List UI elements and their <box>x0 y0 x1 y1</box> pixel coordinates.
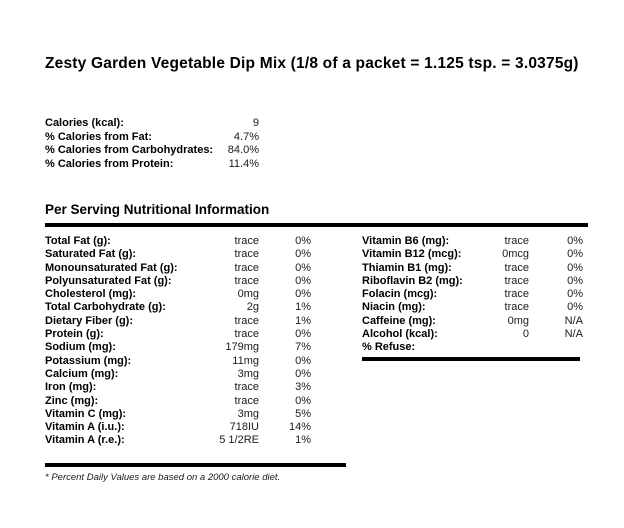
nutrient-value: trace <box>234 328 259 341</box>
nutrient-pct: 7% <box>295 341 311 354</box>
nutrient-value: trace <box>234 261 259 274</box>
nutrient-pct: N/A <box>564 314 583 327</box>
nutrient-row <box>45 434 311 447</box>
footnote: * Percent Daily Values are based on a 2000 calorie diet. <box>45 472 281 483</box>
nutrient-row <box>45 262 311 275</box>
nutrient-label: Protein (g): <box>45 328 104 341</box>
nutrient-pct: 0% <box>295 394 311 407</box>
nutrient-value: trace <box>234 381 259 394</box>
nutrient-row <box>45 315 311 328</box>
nutrient-label: Cholesterol (mg): <box>45 288 137 301</box>
nutrient-label: Vitamin B12 (mcg): <box>362 248 462 261</box>
nutrient-pct: 1% <box>295 301 311 314</box>
nutrient-pct: 0% <box>295 261 311 274</box>
summary-value: 11.4% <box>228 157 259 170</box>
nutrient-value: trace <box>504 274 529 287</box>
nutrient-value: trace <box>234 314 259 327</box>
nutrient-row <box>45 341 311 354</box>
nutrient-row <box>45 248 311 261</box>
nutrient-row <box>45 288 311 301</box>
nutrient-label: Total Fat (g): <box>45 235 111 247</box>
summary-value: 9 <box>252 117 259 129</box>
nutrient-pct: 0% <box>567 274 583 287</box>
summary-row <box>45 117 259 131</box>
nutrient-label: Iron (mg): <box>45 381 97 394</box>
nutrient-row <box>362 301 583 314</box>
nutrient-label: Dietary Fiber (g): <box>45 314 134 327</box>
nutrient-label: Riboflavin B2 (mg): <box>362 274 463 287</box>
summary-row <box>45 144 259 158</box>
nutrient-value: 5 1/2RE <box>219 434 259 447</box>
nutrient-pct: 14% <box>288 421 311 434</box>
nutrient-label: Polyunsaturated Fat (g): <box>45 274 172 287</box>
nutrient-label: Vitamin A (r.e.): <box>45 434 125 447</box>
nutrient-row <box>362 235 583 248</box>
summary-label: Calories (kcal): <box>45 117 124 129</box>
nutrient-value: 3mg <box>237 367 259 380</box>
nutrient-pct: 0% <box>295 248 311 261</box>
nutrient-label: Sodium (mg): <box>45 341 116 354</box>
nutrient-label: Vitamin B6 (mg): <box>362 235 450 247</box>
nutrient-pct: 5% <box>295 407 311 420</box>
summary-row <box>45 158 259 172</box>
nutrient-row <box>362 248 583 261</box>
nutrient-pct: 1% <box>295 314 311 327</box>
nutrient-label: Zinc (mg): <box>45 394 99 407</box>
page-title: Zesty Garden Vegetable Dip Mix (1/8 of a packet = 1.125 tsp. = 3.0375g) <box>45 55 579 72</box>
nutrient-value: trace <box>234 394 259 407</box>
nutrient-pct: 1% <box>295 434 311 447</box>
nutrient-value: 0mg <box>507 314 529 327</box>
nutrient-label: Total Carbohydrate (g): <box>45 301 166 314</box>
summary-value: 4.7% <box>233 130 259 143</box>
nutrient-value: 0mg <box>237 288 259 301</box>
nutrient-pct: 0% <box>295 288 311 301</box>
nutrient-row <box>45 408 311 421</box>
nutrient-value: trace <box>234 248 259 261</box>
nutrient-row <box>362 341 583 354</box>
summary-row <box>45 131 259 145</box>
nutrient-value <box>467 341 529 354</box>
nutrient-row <box>45 368 311 381</box>
nutrient-row <box>45 275 311 288</box>
summary-label: % Calories from Fat: <box>45 130 152 143</box>
nutrient-pct: 0% <box>295 274 311 287</box>
nutrient-pct: 3% <box>295 381 311 394</box>
footnote-rule <box>45 463 346 467</box>
nutrient-pct: 0% <box>567 301 583 314</box>
nutrient-value: trace <box>504 301 529 314</box>
nutrient-value: trace <box>504 261 529 274</box>
nutrient-pct: 0% <box>567 235 583 247</box>
nutrient-label: Caffeine (mg): <box>362 314 436 327</box>
nutrient-label: Calcium (mg): <box>45 367 119 380</box>
nutrient-pct: 0% <box>295 328 311 341</box>
nutrient-row <box>45 301 311 314</box>
nutrient-pct: 0% <box>295 235 311 247</box>
summary-label: % Calories from Carbohydrates: <box>45 144 214 156</box>
nutrient-row <box>45 381 311 394</box>
nutrient-column-left <box>45 235 311 448</box>
nutrient-value: trace <box>234 274 259 287</box>
section-heading: Per Serving Nutritional Information <box>45 202 270 217</box>
nutrient-label: Thiamin B1 (mg): <box>362 261 452 274</box>
nutrient-row <box>45 395 311 408</box>
nutrient-row <box>362 328 583 341</box>
nutrient-row <box>362 262 583 275</box>
nutrient-column-right <box>362 235 583 448</box>
summary-value: 84.0% <box>227 144 259 156</box>
summary-label: % Calories from Protein: <box>45 157 174 170</box>
nutrient-label: Monounsaturated Fat (g): <box>45 261 178 274</box>
nutrient-label: Saturated Fat (g): <box>45 248 137 261</box>
nutrient-pct: 0% <box>567 261 583 274</box>
section-header <box>45 201 588 227</box>
nutrient-value: 0 <box>522 328 529 341</box>
nutrient-row <box>362 315 583 328</box>
nutrient-row <box>362 288 583 301</box>
right-column-rule <box>362 357 580 361</box>
nutrient-label: Alcohol (kcal): <box>362 328 438 341</box>
nutrient-label: Potassium (mg): <box>45 354 132 367</box>
nutrient-value: trace <box>504 288 529 301</box>
nutrient-label: Vitamin C (mg): <box>45 407 127 420</box>
calorie-summary <box>45 117 259 171</box>
nutrient-pct <box>529 341 583 354</box>
nutrient-row <box>45 328 311 341</box>
nutrient-row <box>362 275 583 288</box>
nutrient-value: 11mg <box>232 354 259 367</box>
nutrient-label: Vitamin A (i.u.): <box>45 421 125 434</box>
nutrient-label: Niacin (mg): <box>362 301 426 314</box>
nutrient-value: 2g <box>246 301 259 314</box>
nutrient-value: trace <box>234 235 259 247</box>
nutrient-value: trace <box>504 235 529 247</box>
nutrient-pct: 0% <box>295 367 311 380</box>
nutrient-label: Folacin (mcg): <box>362 288 438 301</box>
nutrient-row <box>45 421 311 434</box>
nutrient-pct: 0% <box>567 288 583 301</box>
nutrient-table <box>45 235 583 448</box>
nutrient-value: 0mcg <box>502 248 529 261</box>
nutrient-pct: 0% <box>295 354 311 367</box>
nutrient-pct: N/A <box>564 328 583 341</box>
nutrient-value: 3mg <box>237 407 259 420</box>
nutrient-row <box>45 355 311 368</box>
nutrient-value: 718IU <box>229 421 259 434</box>
nutrient-value: 179mg <box>225 341 259 354</box>
section-rule <box>45 223 588 227</box>
nutrient-pct: 0% <box>567 248 583 261</box>
nutrient-row <box>45 235 311 248</box>
nutrient-label: % Refuse: <box>362 341 416 354</box>
